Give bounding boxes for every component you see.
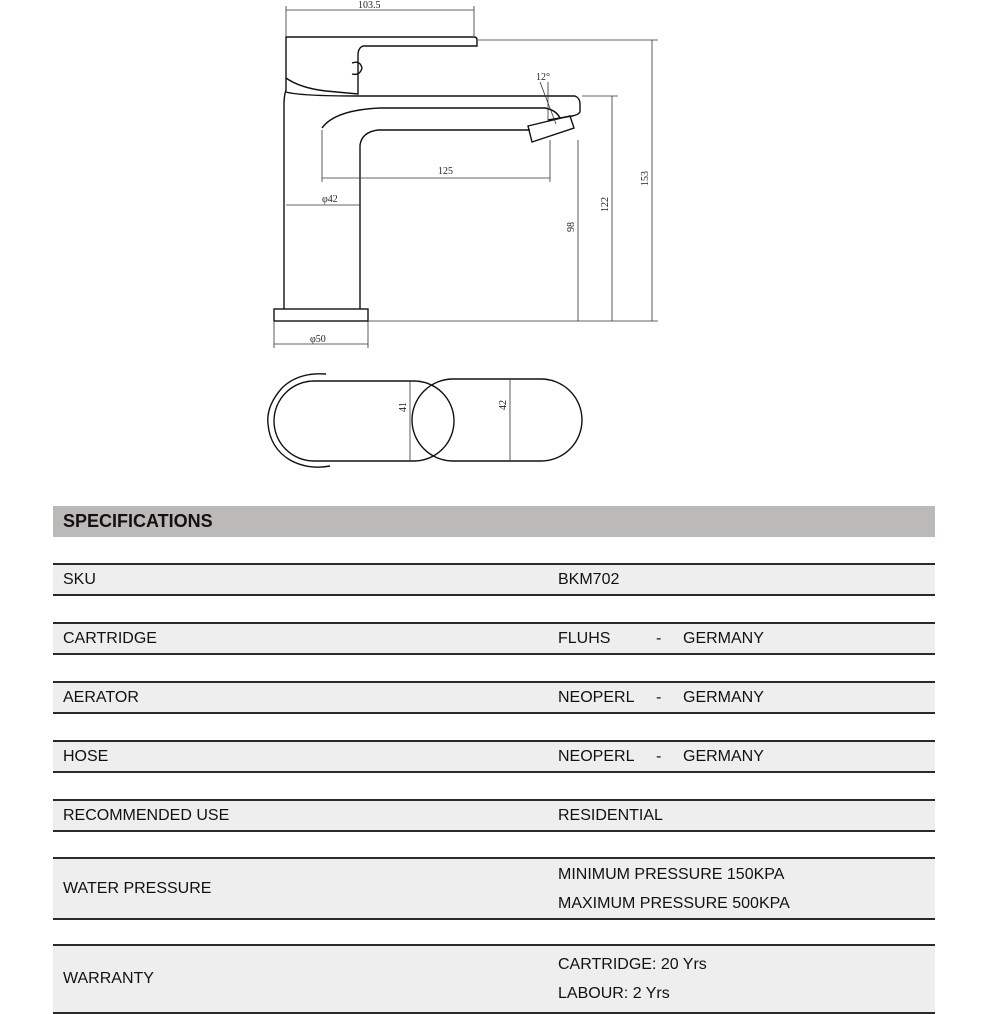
spec-separator: - — [656, 629, 662, 647]
spec-row-recommended-use — [53, 799, 935, 832]
spec-row-water-pressure — [53, 857, 935, 920]
spec-row-warranty — [53, 944, 935, 1014]
spec-value — [558, 801, 663, 830]
spec-label: SKU — [63, 570, 96, 588]
spec-separator: - — [656, 747, 662, 765]
spec-value — [558, 565, 619, 594]
lever-handle — [286, 37, 477, 94]
spec-label: HOSE — [63, 747, 109, 765]
spec-row-aerator — [53, 681, 935, 714]
spec-value-line: MINIMUM PRESSURE 150KPA — [558, 865, 785, 883]
spout-top — [286, 92, 580, 120]
spec-value — [558, 742, 764, 771]
dim-spout-height: 122 — [600, 197, 611, 212]
spec-label: WATER PRESSURE — [63, 879, 212, 897]
spec-value-text: BKM702 — [558, 570, 620, 588]
dim-body-diameter: φ42 — [322, 194, 338, 205]
spec-brand: FLUHS — [558, 629, 611, 647]
base-plate — [274, 309, 368, 321]
spec-row-hose — [53, 740, 935, 773]
spec-label: CARTRIDGE — [63, 629, 157, 647]
spec-label: AERATOR — [63, 688, 139, 706]
spec-value-line: LABOUR: 2 Yrs — [558, 985, 670, 1002]
spec-value — [558, 624, 764, 653]
spec-label: RECOMMENDED USE — [63, 806, 230, 824]
tap-body — [284, 78, 286, 309]
spec-brand: NEOPERL — [558, 747, 635, 765]
dim-aerator-height: 98 — [566, 222, 577, 232]
spout-inner-curve — [360, 130, 530, 309]
spec-origin: GERMANY — [683, 747, 764, 765]
spec-value-text: RESIDENTIAL — [558, 806, 663, 824]
lever-pivot — [352, 62, 362, 74]
spec-row-sku — [53, 563, 935, 596]
dim-spout-reach: 125 — [438, 166, 453, 177]
spec-brand: NEOPERL — [558, 688, 635, 706]
aerator — [528, 116, 574, 142]
dim-top-width: 103.5 — [358, 0, 381, 11]
spec-value — [558, 946, 707, 1012]
spec-value-line: CARTRIDGE: 20 Yrs — [558, 956, 707, 973]
dim-total-height: 153 — [640, 171, 651, 186]
spec-value — [558, 859, 790, 918]
plan-outer-outline — [268, 374, 330, 467]
plan-lever-outline — [274, 381, 454, 461]
spec-separator: - — [656, 688, 662, 706]
dim-base-diameter: φ50 — [310, 334, 326, 345]
spec-origin: GERMANY — [683, 629, 764, 647]
tap-technical-drawing — [0, 0, 1000, 470]
spout-underside — [322, 108, 560, 128]
dim-spout-angle: 12° — [536, 72, 550, 83]
dim-lever-width: 41 — [398, 402, 409, 412]
spec-value-line: MAXIMUM PRESSURE 500KPA — [558, 894, 790, 912]
spec-row-cartridge — [53, 622, 935, 655]
spec-origin: GERMANY — [683, 688, 764, 706]
plan-spout-outline — [412, 379, 582, 461]
dim-spout-width: 42 — [498, 400, 509, 410]
specifications-heading: SPECIFICATIONS — [53, 506, 935, 537]
spec-label: WARRANTY — [63, 970, 154, 987]
spec-value — [558, 683, 764, 712]
